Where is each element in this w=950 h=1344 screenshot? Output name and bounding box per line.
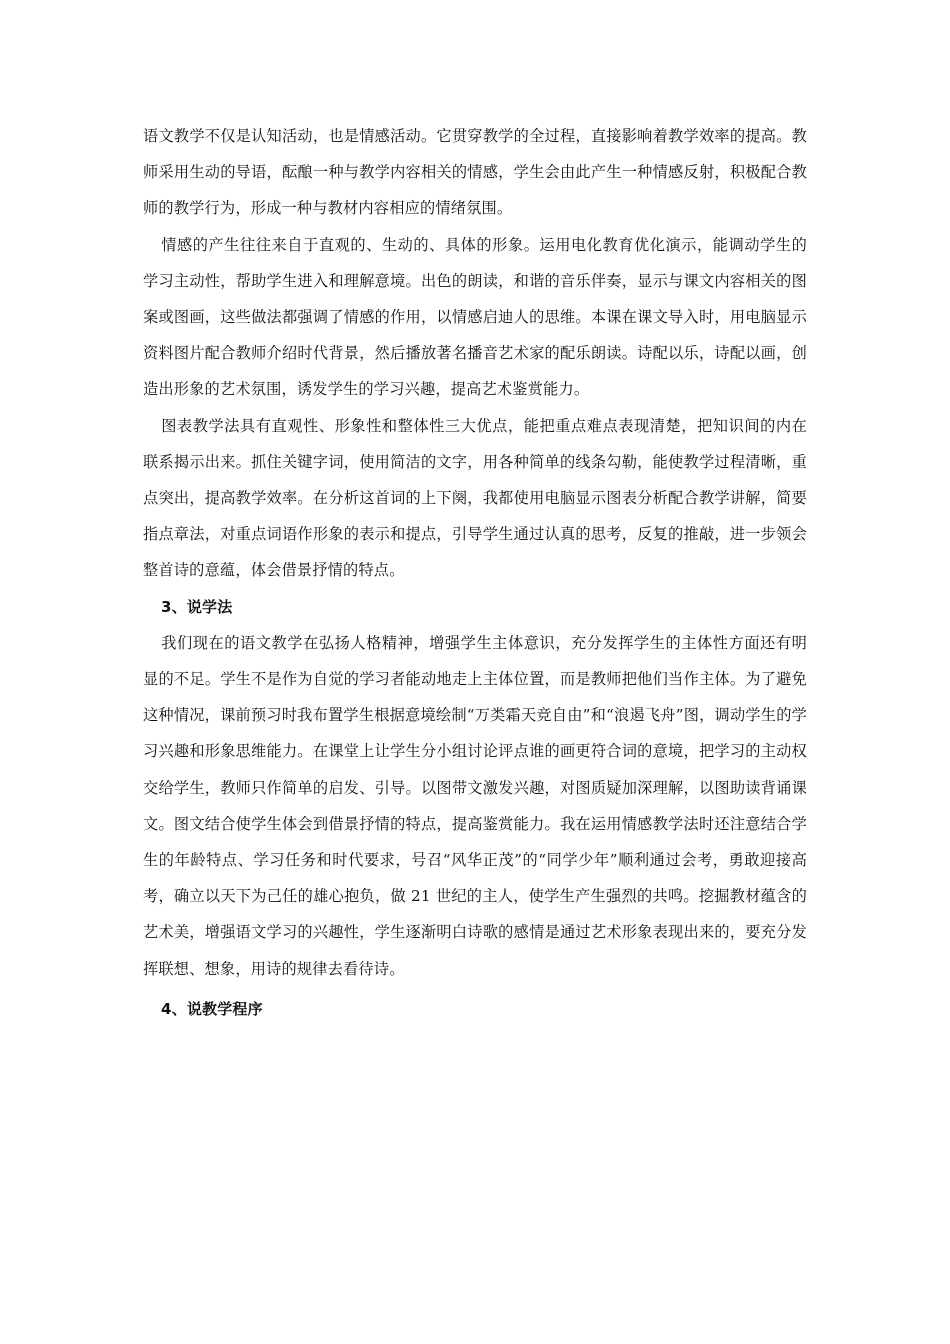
section-heading-learning-method: 3、说学法 — [161, 597, 233, 616]
paragraph-emotion-teaching: 语文教学不仅是认知活动，也是情感活动。它贯穿教学的全过程，直接影响着教学效率的提高。教师采用生动的导语，酝酿一种与教学内容相关的情感，学生会由此产生一种情感反射，积极配合教师的教学行为，形成一种与教材内容相应的情绪氛围。 — [143, 127, 807, 218]
paragraph-learning-method: 我们现在的语文教学在弘扬人格精神，增强学生主体意识，充分发挥学生的主体性方面还有明显的不足。学生不是作为自觉的学习者能动地走上主体位置，而是教师把他们当作主体。为了避免这种情况，课前预习时我布置学生根据意境绘制“万类霜天竞自由”和“浪遏飞舟”图，调动学生的学习兴趣和形象思维能力。在课堂上让学生分小组讨论评点谁的画更符合词的意境，把学习的主动权交给学生，教师只作简单的启发、引导。以图带文激发兴趣，对图质疑加深理解，以图助读背诵课文。图文结合使学生体会到借景抒情的特点，提高鉴赏能力。我在运用情感教学法时还注意结合学生的年龄特点、学习任务和时代要求，号召“风华正茂”的“同学少年”顺利通过会考，勇敢迎接高考，确立以天下为己任的雄心抱负，做 21 世纪的主人，使学生产生强烈的共鸣。挖掘教材蕴含的艺术美，增强语文学习的兴趣性，学生逐渐明白诗歌的感情是通过艺术形象表现出来的，要充分发挥联想、想象，用诗的规律去看待诗。 — [143, 633, 807, 978]
paragraph-multimedia-demo: 情感的产生往往来自于直观的、生动的、具体的形象。运用电化教育优化演示，能调动学生的学习主动性，帮助学生进入和理解意境。出色的朗读，和谐的音乐伴奏，显示与课文内容相关的图案或图画，这些做法都强调了情感的作用，以情感启迪人的思维。本课在课文导入时，用电脑显示资料图片配合教师介绍时代背景，然后播放著名播音艺术家的配乐朗读。诗配以乐，诗配以画，创造出形象的艺术氛围，诱发学生的学习兴趣，提高艺术鉴赏能力。 — [143, 235, 807, 399]
paragraph-chart-teaching: 图表教学法具有直观性、形象性和整体性三大优点，能把重点难点表现清楚，把知识间的内在联系揭示出来。抓住关键字词，使用简洁的文字，用各种简单的线条勾勒，能使教学过程清晰，重点突出，提高教学效率。在分析这首词的上下阕，我都使用电脑显示图表分析配合教学讲解，简要指点章法，对重点词语作形象的表示和提点，引导学生通过认真的思考，反复的推敲，进一步领会整首诗的意蕴，体会借景抒情的特点。 — [143, 416, 807, 580]
document-body — [143, 118, 807, 1027]
section-heading-teaching-procedure: 4、说教学程序 — [161, 999, 263, 1018]
